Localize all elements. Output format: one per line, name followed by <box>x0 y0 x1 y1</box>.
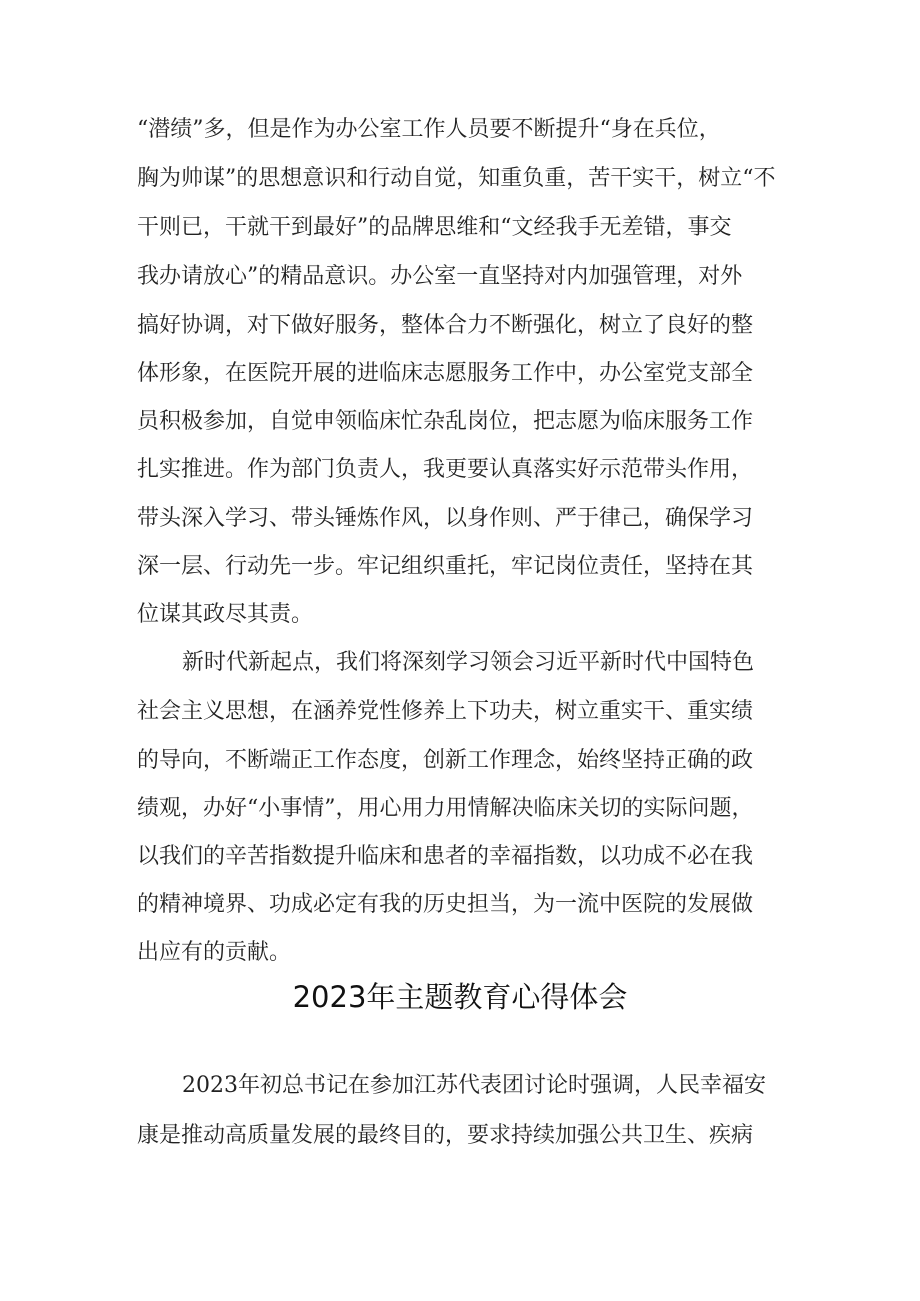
body-text-line: 干则已，干就干到最好”的品牌思维和“文经我手无差错，事交 <box>137 215 732 240</box>
body-text-line: 扎实推进。作为部门负责人，我更要认真落实好示范带头作用， <box>137 457 754 482</box>
body-text-line: 绩观，办好“小事情”，用心用力用情解决临床关切的实际问题， <box>137 796 754 821</box>
body-text-line: 搞好协调，对下做好服务，整体合力不断强化，树立了良好的整 <box>137 313 754 338</box>
body-text-line: 康是推动高质量发展的最终目的，要求持续加强公共卫生、疾病 <box>137 1123 754 1148</box>
body-text-line: 出应有的贡献。 <box>137 940 292 965</box>
body-text-line: 深一层、行动先一步。牢记组织重托，牢记岗位责任，坚持在其 <box>137 554 754 579</box>
body-text-line: 体形象，在医院开展的进临床志愿服务工作中，办公室党支部全 <box>137 361 754 386</box>
body-text-line: 带头深入学习、带头锤炼作风，以身作则、严于律己，确保学习 <box>137 506 754 531</box>
body-text-line: “潜绩”多，但是作为办公室工作人员要不断提升“身在兵位， <box>137 117 721 142</box>
body-text-line: 新时代新起点，我们将深刻学习领会习近平新时代中国特色 <box>182 650 755 675</box>
body-text-line: 的精神境界、功成必定有我的历史担当，为一流中医院的发展做 <box>137 892 754 917</box>
body-text-line: 以我们的辛苦指数提升临床和患者的幸福指数，以功成不必在我 <box>137 844 754 869</box>
body-text-line: 胸为帅谋”的思想意识和行动自觉，知重负重，苦干实干，树立“不 <box>137 166 776 191</box>
body-text-line: 2023年初总书记在参加江苏代表团讨论时强调，人民幸福安 <box>182 1073 766 1098</box>
section-title: 2023年主题教育心得体会 <box>292 980 628 1014</box>
body-text-line: 我办请放心”的精品意识。办公室一直坚持对内加强管理，对外 <box>137 264 743 289</box>
body-text-line: 员积极参加，自觉申领临床忙杂乱岗位，把志愿为临床服务工作 <box>137 409 754 434</box>
body-text-line: 位谋其政尽其责。 <box>137 602 314 627</box>
body-text-line: 的导向，不断端正工作态度，创新工作理念，始终坚持正确的政 <box>137 748 754 773</box>
body-text-line: 社会主义思想，在涵养党性修养上下功夫，树立重实干、重实绩 <box>137 699 754 724</box>
